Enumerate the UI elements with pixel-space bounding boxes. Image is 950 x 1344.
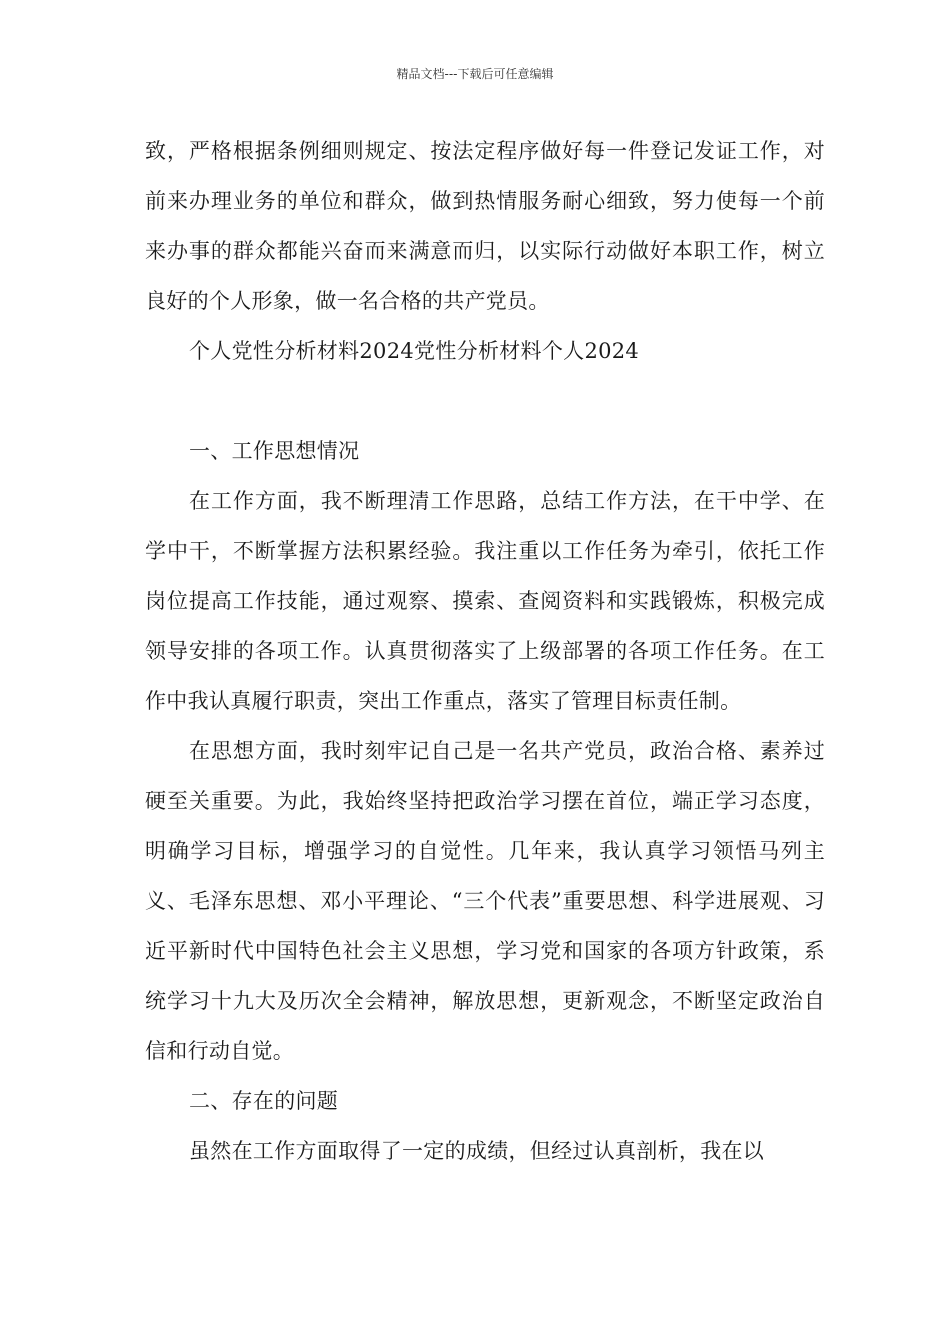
document-body <box>145 126 825 1176</box>
page-header: 精品文档---下载后可任意编辑 <box>396 67 554 81</box>
section1-paragraph-work: 在工作方面，我不断理清工作思路，总结工作方法，在干中学、在学中干，不断掌握方法积累经验。我注重以工作任务为牵引，依托工作岗位提高工作技能，通过观察、摸索、查阅资料和实践锻炼，积极完成领导安排的各项工作。认真贯彻落实了上级部署的各项工作任务。在工作中我认真履行职责，突出工作重点，落实了管理目标责任制。 <box>145 489 825 713</box>
section-heading-2: 二、存在的问题 <box>189 1089 339 1113</box>
section1-paragraph-thought: 在思想方面，我时刻牢记自己是一名共产党员，政治合格、素养过硬至关重要。为此，我始终坚持把政治学习摆在首位，端正学习态度，明确学习目标，增强学习的自觉性。几年来，我认真学习领悟马列主义、毛泽东思想、邓小平理论、“三个代表”重要思想、科学进展观、习近平新时代中国特色社会主义思想，学习党和国家的各项方针政策，系统学习十九大及历次全会精神，解放思想，更新观念，不断坚定政治自信和行动自觉。 <box>145 739 825 1063</box>
section-heading-1: 一、工作思想情况 <box>189 439 360 463</box>
continued-paragraph: 致，严格根据条例细则规定、按法定程序做好每一件登记发证工作，对前来办理业务的单位和群众，做到热情服务耐心细致，努力使每一个前来办事的群众都能兴奋而来满意而归，以实际行动做好本职工作，树立良好的个人形象，做一名合格的共产党员。 <box>145 139 825 313</box>
document-title: 个人党性分析材料2024党性分析材料个人2024 <box>189 339 640 363</box>
section2-paragraph: 虽然在工作方面取得了一定的成绩，但经过认真剖析，我在以 <box>189 1139 765 1163</box>
blank-line <box>145 376 825 426</box>
